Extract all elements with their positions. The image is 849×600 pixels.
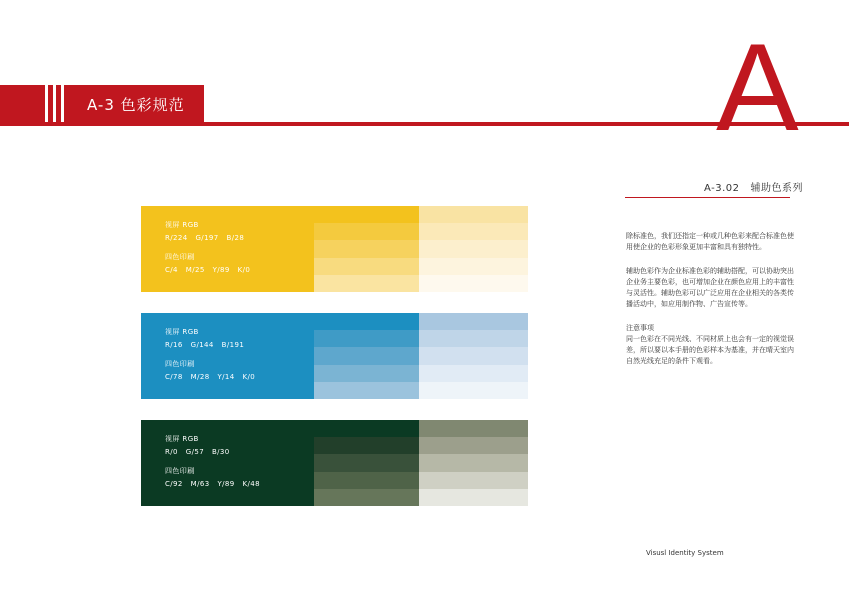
- shade-cell: [314, 472, 419, 489]
- header-stripe: [61, 85, 64, 125]
- shade-cell: [314, 437, 419, 454]
- shade-cell: [314, 330, 419, 347]
- cmyk-k: K/0: [242, 373, 256, 381]
- rgb-g: G/57: [185, 448, 205, 456]
- swatch-main-color: [141, 206, 314, 292]
- cmyk-m: M/25: [185, 266, 205, 274]
- cmyk-values: [165, 373, 255, 381]
- shade-grid: [314, 313, 528, 399]
- shade-cell: [419, 258, 528, 275]
- section-title: A-3 色彩规范: [87, 96, 185, 114]
- shade-cell: [419, 489, 528, 506]
- subsection-rule: [625, 197, 790, 198]
- screen-label: 视屏 RGB: [165, 221, 199, 229]
- shade-cell: [314, 365, 419, 382]
- shade-cell: [314, 313, 419, 330]
- shade-cell: [314, 420, 419, 437]
- header-stripe: [53, 85, 56, 125]
- subsection-code: A-3.02: [704, 183, 740, 194]
- rgb-g: G/197: [195, 234, 219, 242]
- shade-cell: [419, 454, 528, 471]
- cmyk-y: Y/89: [217, 480, 235, 488]
- print-label: 四色印刷: [165, 360, 195, 368]
- shade-cell: [314, 347, 419, 364]
- cmyk-c: C/4: [165, 266, 178, 274]
- notes-title: 注意事项: [626, 324, 654, 332]
- print-label: 四色印刷: [165, 253, 195, 261]
- rgb-values: [165, 341, 244, 349]
- shade-cell: [314, 489, 419, 506]
- cmyk-values: [165, 480, 260, 488]
- shade-cell: [314, 223, 419, 240]
- shade-cell: [419, 347, 528, 364]
- shade-cell: [419, 420, 528, 437]
- rgb-values: [165, 234, 244, 242]
- header-stripe: [45, 85, 48, 125]
- color-swatch-blue: [141, 313, 528, 399]
- rgb-b: B/191: [221, 341, 245, 349]
- color-swatch-yellow: [141, 206, 528, 292]
- cmyk-k: K/0: [237, 266, 251, 274]
- description-paragraph: 除标准色，我们还指定一种或几种色彩来配合标准色使用使企业的色彩形象更加丰富和具有独特性。: [626, 232, 794, 251]
- cmyk-values: [165, 266, 250, 274]
- description-block: [626, 231, 794, 367]
- shade-cell: [419, 472, 528, 489]
- shade-cell: [419, 313, 528, 330]
- swatch-main-color: [141, 420, 314, 506]
- screen-label: 视屏 RGB: [165, 435, 199, 443]
- rgb-r: R/16: [165, 341, 183, 349]
- shade-cell: [419, 223, 528, 240]
- shade-cell: [314, 206, 419, 223]
- rgb-b: B/30: [211, 448, 230, 456]
- shade-cell: [314, 454, 419, 471]
- notes-body: 同一色彩在不同光线、不同材质上也会有一定的视觉误差，所以要以本手册的色彩样本为基准，并在晴天室内自然光线充足的条件下观看。: [626, 335, 794, 365]
- print-label: 四色印刷: [165, 467, 195, 475]
- shade-cell: [314, 382, 419, 399]
- cmyk-c: C/78: [165, 373, 183, 381]
- rgb-g: G/144: [190, 341, 214, 349]
- shade-cell: [314, 240, 419, 257]
- cmyk-y: Y/89: [212, 266, 230, 274]
- shade-cell: [419, 275, 528, 292]
- rgb-values: [165, 448, 230, 456]
- footer-text: Visusl Identity System: [646, 549, 724, 557]
- cmyk-c: C/92: [165, 480, 183, 488]
- cmyk-m: M/63: [190, 480, 210, 488]
- cmyk-m: M/28: [190, 373, 210, 381]
- subsection-title: 辅助色系列: [750, 183, 804, 194]
- screen-label: 视屏 RGB: [165, 328, 199, 336]
- swatch-main-color: [141, 313, 314, 399]
- chapter-letter: A: [716, 19, 799, 157]
- subsection-heading: [704, 179, 803, 194]
- shade-grid: [314, 420, 528, 506]
- shade-grid: [314, 206, 528, 292]
- shade-cell: [419, 206, 528, 223]
- shade-cell: [314, 275, 419, 292]
- shade-cell: [419, 240, 528, 257]
- cmyk-y: Y/14: [217, 373, 235, 381]
- description-paragraph: 辅助色彩作为企业标准色彩的辅助搭配，可以协助突出企业务主要色彩，也可增加企业在颜色应用上的丰富性与灵活性。辅助色彩可以广泛应用在企业相关的各类传播活动中，如应用制作物、广告宣传等。: [626, 267, 794, 308]
- shade-cell: [419, 382, 528, 399]
- shade-cell: [419, 365, 528, 382]
- shade-cell: [419, 330, 528, 347]
- rgb-r: R/0: [165, 448, 178, 456]
- cmyk-k: K/48: [242, 480, 260, 488]
- rgb-b: B/28: [226, 234, 245, 242]
- shade-cell: [419, 437, 528, 454]
- color-swatch-green: [141, 420, 528, 506]
- rgb-r: R/224: [165, 234, 188, 242]
- shade-cell: [314, 258, 419, 275]
